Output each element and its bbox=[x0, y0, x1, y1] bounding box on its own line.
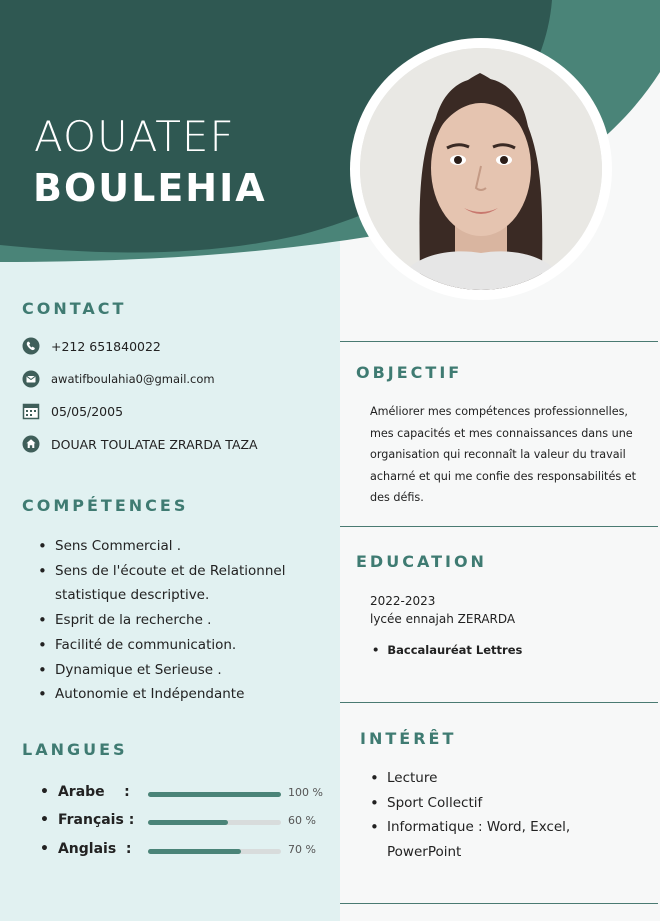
list-item: PowerPoint bbox=[387, 844, 462, 861]
education-degree: • Baccalauréat Lettres bbox=[372, 643, 523, 657]
education-title: EDUCATION bbox=[356, 552, 487, 571]
divider bbox=[340, 903, 658, 904]
address-text: DOUAR TOULATAE ZRARDA TAZA bbox=[51, 436, 258, 452]
contact-title: CONTACT bbox=[22, 299, 127, 318]
last-name: BOULEHIA bbox=[33, 166, 267, 210]
list-item: • Autonomie et Indépendante bbox=[38, 682, 285, 707]
objectif-text: Améliorer mes compétences professionnelles, mes capacités et mes connaissances dans une organisation qui reconnaît la valeur du travail acharné et qui me confie des responsabilités et des défis. bbox=[370, 405, 636, 505]
divider bbox=[340, 526, 658, 527]
langues-title: LANGUES bbox=[22, 740, 128, 759]
birthdate-text: 05/05/2005 bbox=[51, 403, 124, 419]
portrait-illustration bbox=[360, 48, 602, 290]
language-row-arabe bbox=[40, 784, 323, 800]
email-icon bbox=[22, 370, 40, 388]
divider bbox=[340, 341, 658, 342]
list-item: • Sens de l'écoute et de Relationnel bbox=[38, 559, 285, 584]
language-level-bar bbox=[148, 849, 281, 854]
language-percent: 60 % bbox=[288, 814, 316, 827]
competences-title: COMPÉTENCES bbox=[22, 496, 189, 515]
language-level-bar bbox=[148, 792, 281, 797]
language-level-fill bbox=[148, 792, 281, 797]
interet-title: INTÉRÊT bbox=[360, 729, 457, 748]
list-item: statistique descriptive. bbox=[55, 587, 210, 604]
contact-address bbox=[22, 435, 258, 453]
language-level-fill bbox=[148, 849, 241, 854]
list-item: • Sens Commercial . bbox=[38, 534, 285, 559]
list-item: • Facilité de communication. bbox=[38, 633, 285, 658]
divider bbox=[340, 702, 658, 703]
language-level-fill bbox=[148, 820, 228, 825]
language-name: • Français : bbox=[40, 812, 148, 828]
list-item: • Sport Collectif bbox=[370, 791, 570, 816]
phone-icon bbox=[22, 337, 40, 355]
language-name: • Arabe : bbox=[40, 784, 148, 800]
language-row-anglais bbox=[40, 841, 316, 857]
education-years: 2022-2023 bbox=[370, 594, 436, 608]
interet-list bbox=[370, 766, 570, 865]
language-percent: 100 % bbox=[288, 786, 323, 799]
calendar-icon bbox=[22, 402, 40, 420]
email-text[interactable]: awatifboulahia0@gmail.com bbox=[51, 372, 215, 386]
objectif-title: OBJECTIF bbox=[356, 363, 463, 382]
list-item: • Lecture bbox=[370, 766, 570, 791]
language-name: • Anglais : bbox=[40, 841, 148, 857]
list-item: • Esprit de la recherche . bbox=[38, 608, 285, 633]
phone-text[interactable]: +212 651840022 bbox=[51, 338, 161, 354]
contact-phone bbox=[22, 337, 161, 355]
language-row-francais bbox=[40, 812, 316, 828]
home-icon bbox=[22, 435, 40, 453]
first-name: AOUATEF bbox=[34, 112, 235, 161]
profile-photo bbox=[350, 38, 612, 300]
contact-birthdate bbox=[22, 402, 123, 420]
language-level-bar bbox=[148, 820, 281, 825]
competences-list bbox=[38, 534, 285, 707]
education-school: lycée ennajah ZERARDA bbox=[370, 612, 516, 626]
list-item: • Informatique : Word, Excel, bbox=[370, 815, 570, 840]
language-percent: 70 % bbox=[288, 843, 316, 856]
contact-email bbox=[22, 370, 215, 388]
list-item: • Dynamique et Serieuse . bbox=[38, 658, 285, 683]
